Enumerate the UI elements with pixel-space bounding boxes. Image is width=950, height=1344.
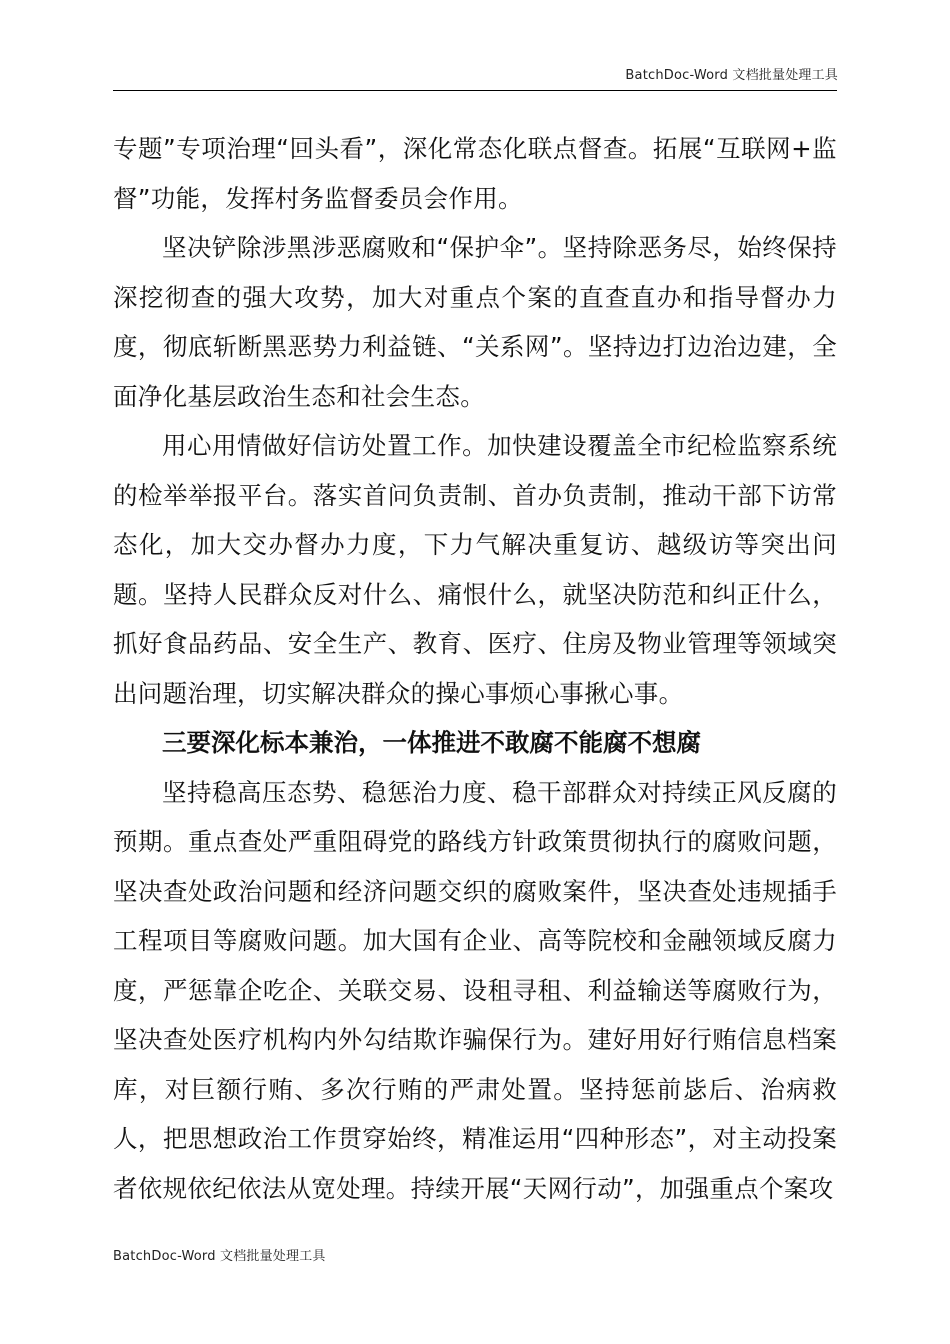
page-header: BatchDoc-Word 文档批量处理工具 bbox=[625, 68, 838, 83]
header-divider bbox=[113, 90, 837, 91]
paragraph-petition: 用心用情做好信访处置工作。加快建设覆盖全市纪检监察系统的检举举报平台。落实首问负责制、首办负责制，推动干部下访常态化，加大交办督办力度，下力气解决重复访、越级访等突出问题。坚持人民群众反对什么、痛恨什么，就坚决防范和纠正什么，抓好食品药品、安全生产、教育、医疗、住房及物业管理等领域突出问题治理，切实解决群众的操心事烦心事揪心事。 bbox=[113, 431, 837, 708]
section-heading: 三要深化标本兼治，一体推进不敢腐不能腐不想腐 bbox=[162, 728, 701, 757]
document-body bbox=[113, 124, 837, 1213]
page-footer: BatchDoc-Word 文档批量处理工具 bbox=[113, 1249, 326, 1264]
paragraph-anti-corruption: 坚持稳高压态势、稳惩治力度、稳干部群众对持续正风反腐的预期。重点查处严重阻碍党的路线方针政策贯彻执行的腐败问题，坚决查处政治问题和经济问题交织的腐败案件，坚决查处违规插手工程项目等腐败问题。加大国有企业、高等院校和金融领域反腐力度，严惩靠企吃企、关联交易、设租寻租、利益输送等腐败行为，坚决查处医疗机构内外勾结欺诈骗保行为。建好用好行贿信息档案库，对巨额行贿、多次行贿的严肃处置。坚持惩前毖后、治病救人，把思想政治工作贯穿始终，精准运用“四种形态”，对主动投案者依规依纪依法从宽处理。持续开展“天网行动”，加强重点个案攻 bbox=[113, 777, 837, 1203]
paragraph-anti-gang: 坚决铲除涉黑涉恶腐败和“保护伞”。坚持除恶务尽，始终保持深挖彻查的强大攻势，加大对重点个案的直查直办和指导督办力度，彻底斩断黑恶势力利益链、“关系网”。坚持边打边治边建，全面净化基层政治生态和社会生态。 bbox=[113, 233, 837, 411]
paragraph-continued: 专题”专项治理“回头看”，深化常态化联点督查。拓展“互联网+监督”功能，发挥村务监督委员会作用。 bbox=[113, 134, 837, 213]
